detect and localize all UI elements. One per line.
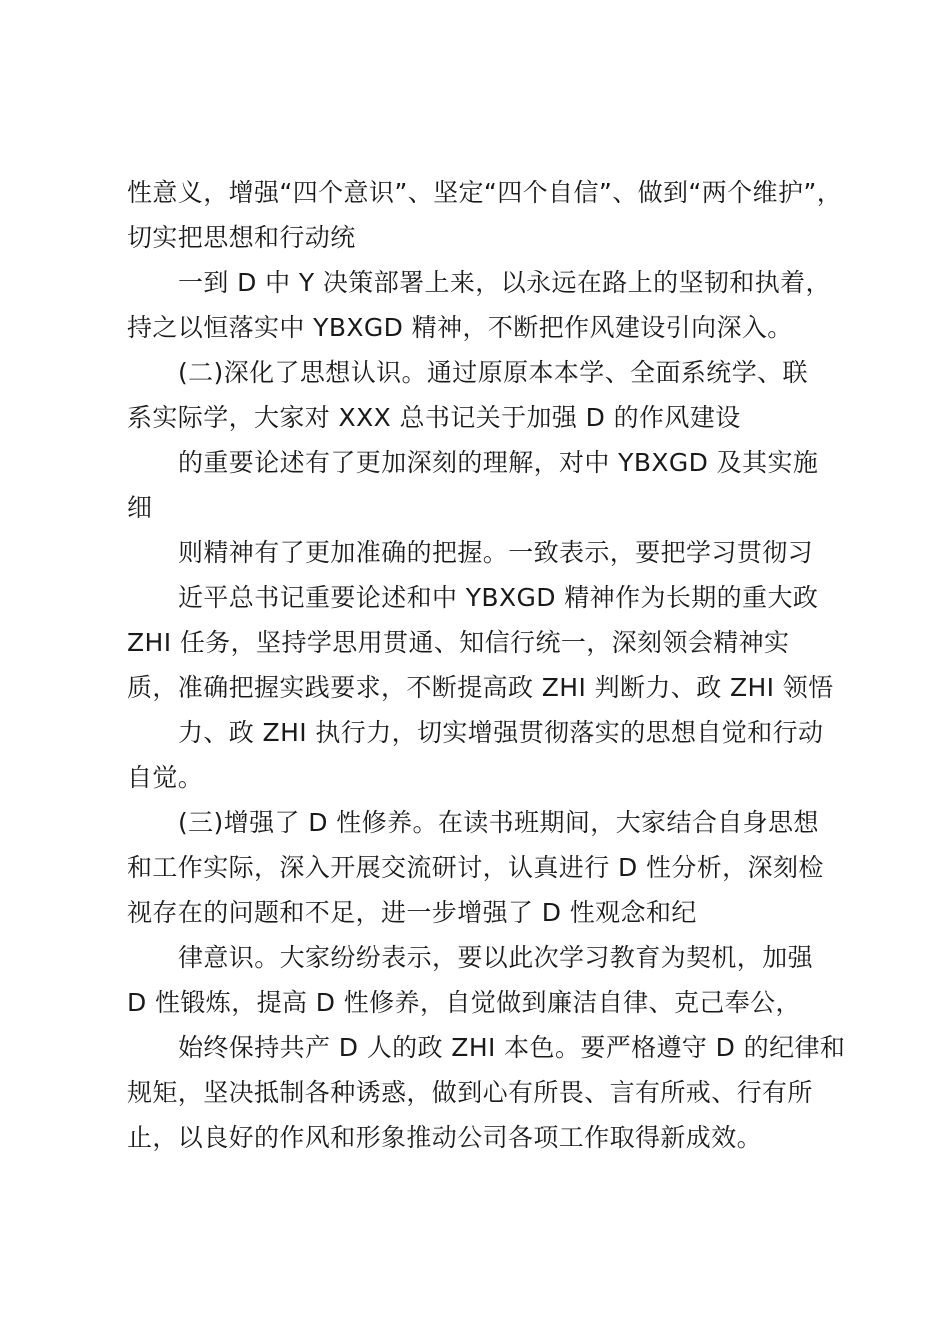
- text-line: 止，以良好的作风和形象推动公司各项工作取得新成效。: [127, 1123, 763, 1152]
- text-line: ZHI 任务，坚持学思用贯通、知信行统一，深刻领会精神实: [127, 628, 790, 657]
- text-line: 系实际学，大家对 XXX 总书记关于加强 D 的作风建设: [127, 403, 741, 432]
- text-line: (三)增强了 D 性修养。在读书班期间，大家结合自身思想: [178, 808, 819, 837]
- text-line: 视存在的问题和不足，进一步增强了 D 性观念和纪: [127, 898, 697, 927]
- text-line: 性意义，增强“四个意识”、坚定“四个自信”、做到“两个维护”，: [127, 178, 843, 207]
- text-line: 切实把思想和行动统: [127, 223, 356, 252]
- text-line: 质，准确把握实践要求，不断提高政 ZHI 判断力、政 ZHI 领悟: [127, 673, 834, 702]
- text-line: (二)深化了思想认识。通过原原本本学、全面系统学、联: [178, 358, 808, 387]
- text-line: 的重要论述有了更加深刻的理解，对中 YBXGD 及其实施: [178, 448, 819, 477]
- text-line: 近平总书记重要论述和中 YBXGD 精神作为长期的重大政: [178, 583, 819, 612]
- text-line: 始终保持共产 D 人的政 ZHI 本色。要严格遵守 D 的纪律和: [178, 1033, 846, 1062]
- text-line: 力、政 ZHI 执行力，切实增强贯彻落实的思想自觉和行动: [178, 718, 824, 747]
- text-line: 持之以恒落实中 YBXGD 精神，不断把作风建设引向深入。: [127, 313, 793, 342]
- text-line: 则精神有了更加准确的把握。一致表示，要把学习贯彻习: [178, 538, 814, 567]
- text-line: 和工作实际，深入开展交流研讨，认真进行 D 性分析，深刻检: [127, 853, 824, 882]
- text-line: D 性锻炼，提高 D 性修养，自觉做到廉洁自律、克己奉公，: [127, 988, 801, 1017]
- text-line: 自觉。: [127, 763, 204, 792]
- text-line: 一到 D 中 Y 决策部署上来，以永远在路上的坚韧和执着，: [178, 268, 831, 297]
- text-line: 细: [127, 493, 153, 522]
- text-line: 律意识。大家纷纷表示，要以此次学习教育为契机，加强: [178, 943, 814, 972]
- text-line: 规矩，坚决抵制各种诱惑，做到心有所畏、言有所戒、行有所: [127, 1078, 813, 1107]
